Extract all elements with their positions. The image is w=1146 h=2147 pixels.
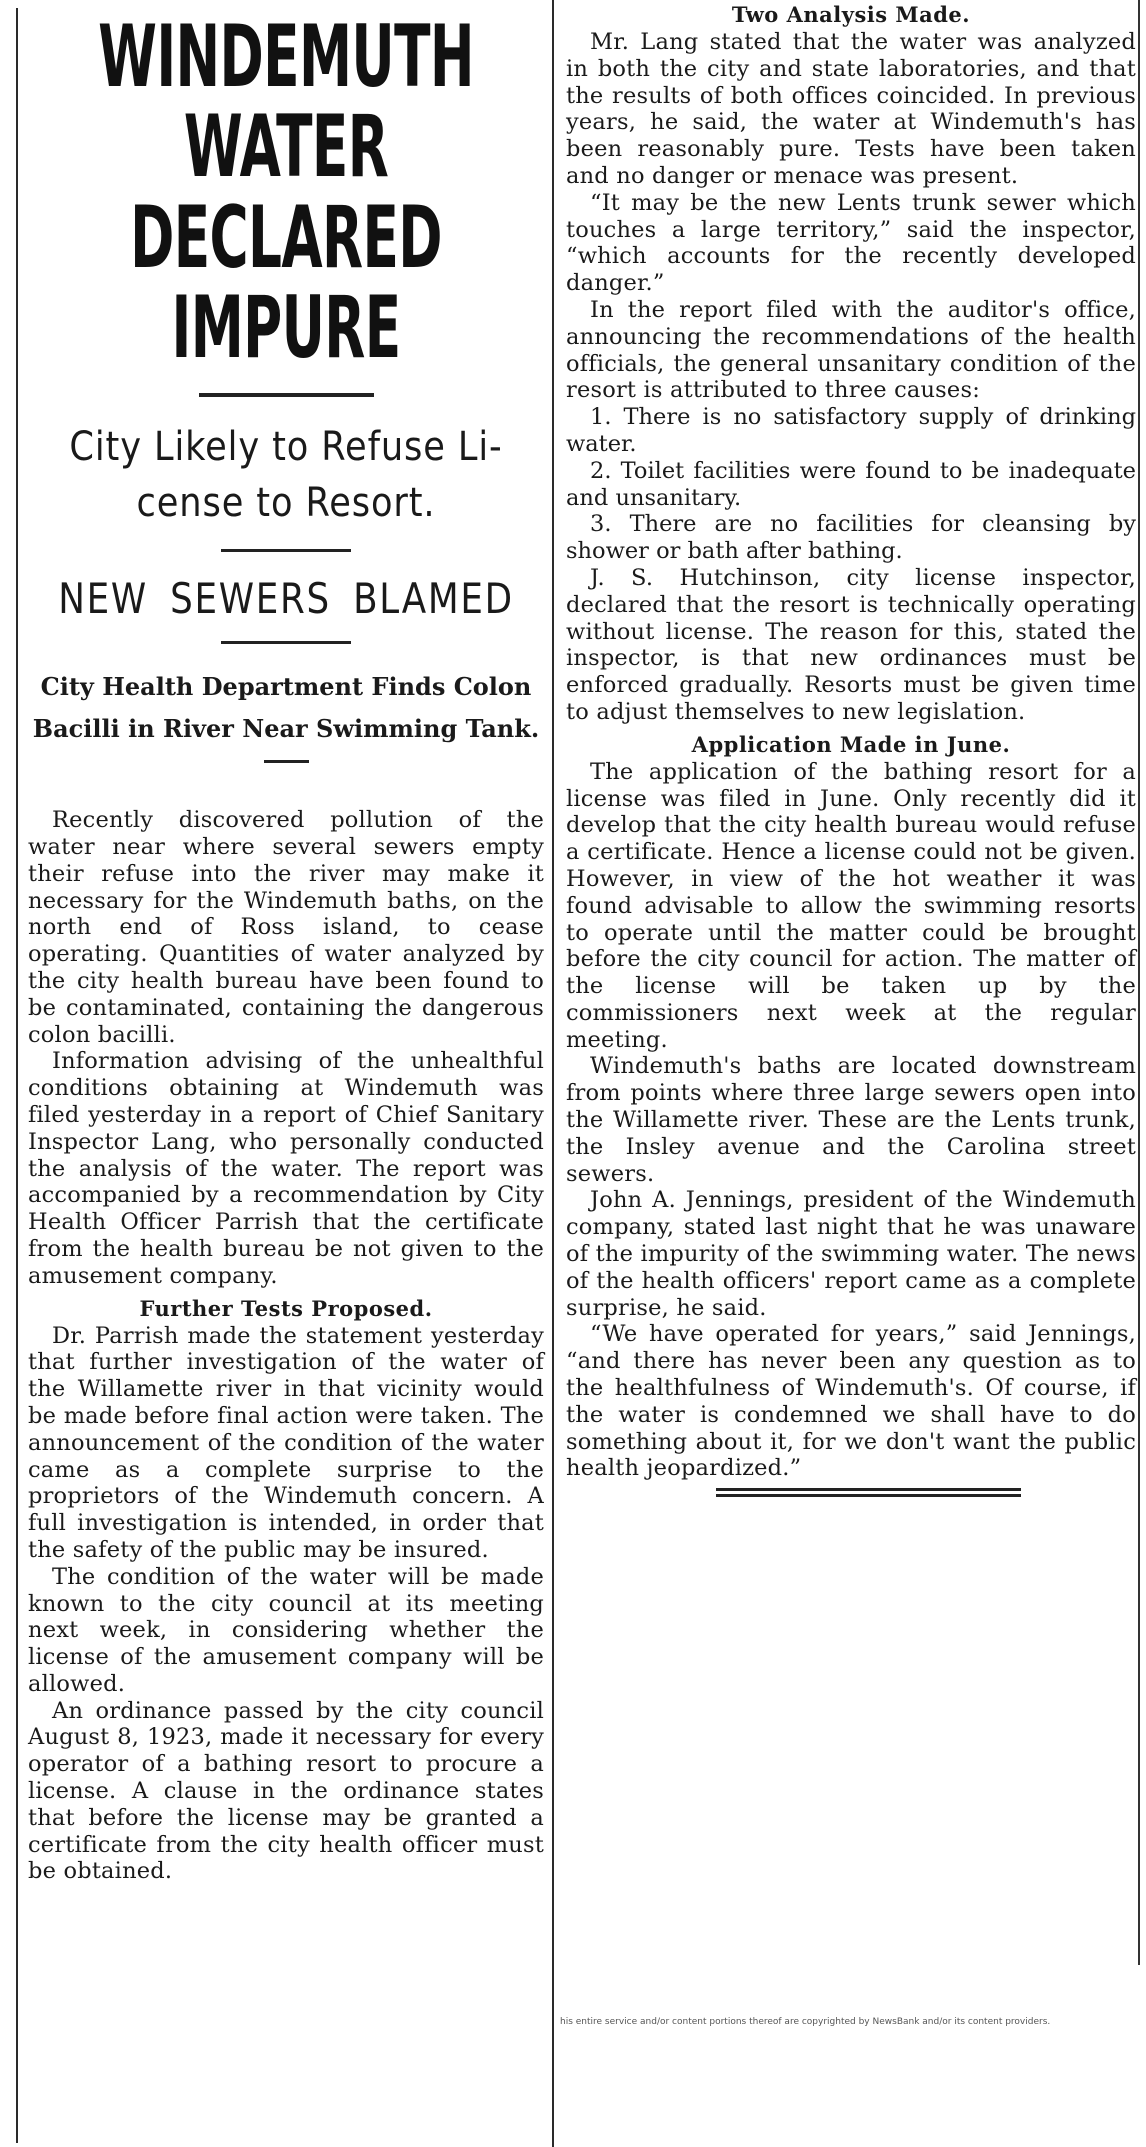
- cause-item: 3. There are no facilities for cleansing by shower or bath after bathing.: [566, 511, 1136, 565]
- divider-rule: [264, 760, 309, 763]
- column-edge-rule: [1138, 0, 1140, 1965]
- paragraph: “It may be the new Lents trunk sewer which touches a large territory,” said the inspector, “which accounts for the recently developed danger.”: [566, 189, 1136, 297]
- subhead-application-june: Application Made in June.: [691, 731, 1011, 757]
- paragraph: Recently discovered pollution of the water near where several sewers empty their refuse into the river may make it necessary for the Windemuth baths, on the north end of Ross island, to cease operating. Quantities of water analyzed by the city health bureau have been found to be contaminated, containing the dangerous colon bacilli.: [28, 807, 544, 1048]
- paragraph: J. S. Hutchinson, city license inspector, declared that the resort is technically operating without license. The reason for this, stated the inspector, is that new ordinances must be enforced gradually. Resorts must be given time to adjust themselves to new legislation.: [566, 564, 1136, 725]
- left-column: [16, 8, 544, 2143]
- subhead-further-tests: Further Tests Proposed.: [139, 1295, 433, 1321]
- paragraph: The condition of the water will be made known to the city council at its meeting next week, in considering whether the license of the amusement company will be allowed.: [28, 1563, 544, 1697]
- paragraph: Dr. Parrish made the statement yesterday that further investigation of the water of the Willamette river in that vicinity would be made before final action were taken. The announcement of the condition of the water came as a complete surprise to the proprietors of the Windemuth concern. A full investigation is intended, in order that the safety of the public may be insured.: [28, 1322, 544, 1563]
- paragraph: An ordinance passed by the city council August 8, 1923, made it necessary for every operator of a bathing resort to procure a license. A clause in the ordinance states that before the license may be granted a certificate from the city health officer must be obtained.: [28, 1697, 544, 1885]
- paragraph: Windemuth's baths are located downstream from points where three large sewers open into the Willamette river. These are the Lents trunk, the Insley avenue and the Carolina street sewers.: [566, 1053, 1136, 1187]
- paragraph: In the report filed with the auditor's office, announcing the recommendations of the health officials, the general unsanitary condition of the resort is attributed to three causes:: [566, 296, 1136, 404]
- cause-item: 1. There is no satisfactory supply of drinking water.: [566, 404, 1136, 457]
- deck-summary: City Health Department Finds Colon Bacilli in River Near Swimming Tank.: [32, 672, 540, 744]
- right-column: [552, 0, 1140, 2147]
- end-rule: [716, 1488, 1021, 1497]
- deck-secondary: NEW SEWERS BLAMED: [58, 574, 514, 624]
- headline-line-2: DECLARED IMPURE: [130, 187, 442, 378]
- divider-rule: [221, 549, 351, 552]
- paragraph: Information advising of the unhealthful conditions obtaining at Windemuth was filed yesterday in a report of Chief Sanitary Inspector Lang, who personally conducted the analysis of the water. The report was accompanied by a recommendation by City Health Officer Parrish that the certificate from the health bureau be not given to the amusement company.: [28, 1048, 544, 1289]
- paragraph: The application of the bathing resort for a license was filed in June. Only recently did it develop that the city health bureau would refuse a certificate. Hence a license could not be given. However, in view of the hot weather it was found advisable to allow the swimming resorts to operate until the matter could be brought before the city council for action. The matter of the license will be taken up by the commissioners next week at the regular meeting.: [566, 758, 1136, 1053]
- paragraph: Mr. Lang stated that the water was analyzed in both the city and state laboratories, and that the results of both offices coincided. In previous years, he said, the water at Windemuth's has been reasonably pure. Tests have been taken and no danger or menace was present.: [566, 29, 1136, 189]
- subhead-two-analysis: Two Analysis Made.: [731, 2, 971, 27]
- deck-line-2: cense to Resort.: [136, 480, 436, 527]
- copyright-credit: his entire service and/or content portions thereof are copyrighted by NewsBank and/or its content providers.: [560, 2017, 1051, 2027]
- divider-rule: [199, 393, 374, 397]
- deck-line-1: City Likely to Refuse Li-: [69, 424, 503, 471]
- paragraph: “We have operated for years,” said Jennings, “and there has never been any question as to the healthfulness of Windemuth's. Of course, if the water is condemned we shall have to do something about it, for we don't want the public health jeopardized.”: [566, 1321, 1136, 1482]
- headline-line-1: WINDEMUTH WATER: [98, 7, 474, 198]
- cause-item: 2. Toilet facilities were found to be inadequate and unsanitary.: [566, 457, 1136, 511]
- divider-rule: [221, 641, 351, 644]
- paragraph: John A. Jennings, president of the Windemuth company, stated last night that he was unaware of the impurity of the swimming water. The news of the health officers' report came as a complete surprise, he said.: [566, 1187, 1136, 1321]
